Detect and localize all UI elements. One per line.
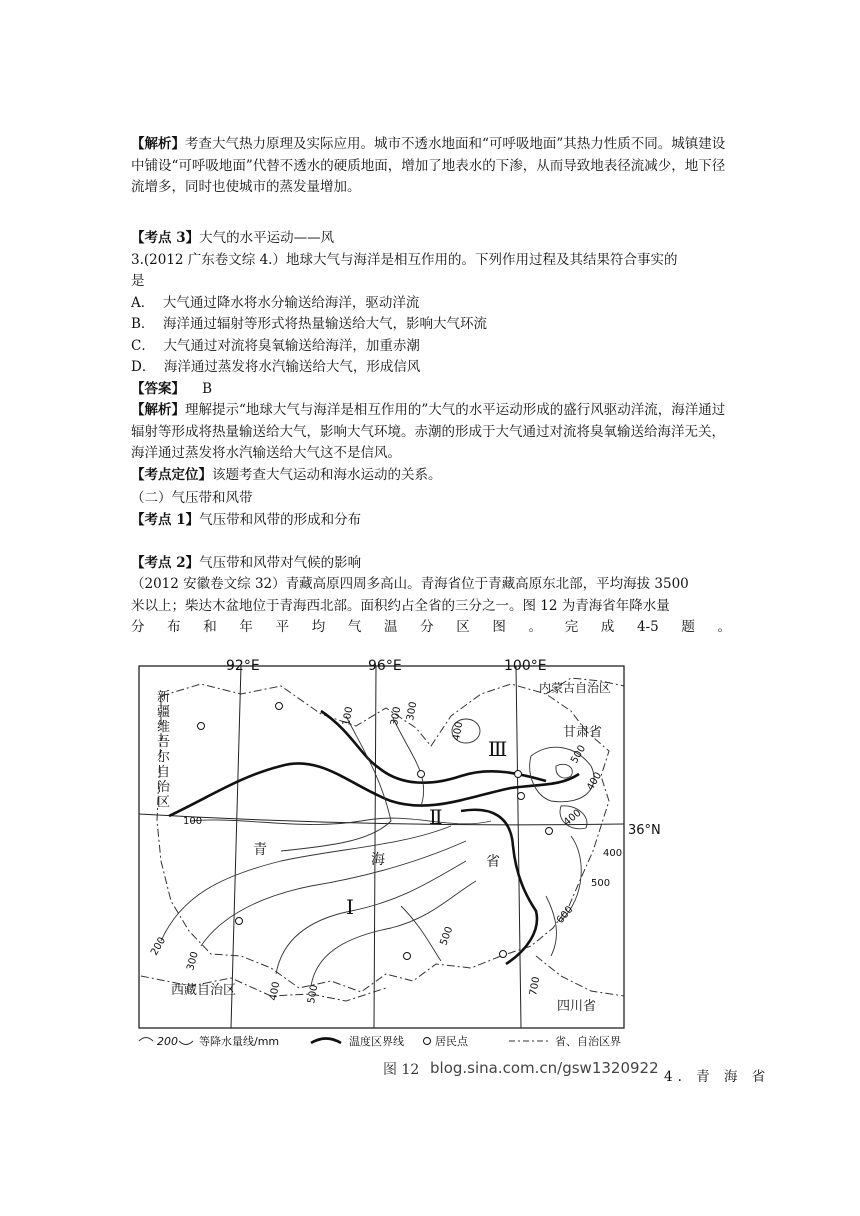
isohyet-label: 300 (185, 950, 201, 972)
meridian-92 (231, 666, 241, 1028)
xizang-label: 西藏自治区 (171, 983, 237, 998)
qinghai-label-3: 省 (486, 854, 500, 870)
legend-isohyet-value: 200 (157, 1035, 178, 1048)
temp-boundary-iii (321, 711, 546, 783)
svg-text:维: 维 (157, 720, 171, 735)
settlement-dot (276, 703, 283, 710)
isohyet-200-north (281, 716, 391, 851)
isohyet-label: 700 (528, 975, 543, 997)
analysis-text: 考查大气热力原理及实际应用。城市不透水地面和“可呼吸地面”其热力性质不同。城镇建设中铺设“可呼吸地面”代替不透水的硬质地面，增加了地表水的下渗，从而导致地表径流减少，地下径流增多，同时也使城市的蒸发量增加。 (131, 136, 726, 195)
settlement-dot (198, 723, 205, 730)
figure-caption: 图 12 (383, 1062, 420, 1078)
isohyet-label: 400 (451, 720, 466, 742)
map-svg (131, 656, 691, 1086)
legend-settlement-swatch (424, 1038, 431, 1045)
analysis-paragraph-1 (131, 134, 731, 199)
map-frame (139, 666, 624, 1028)
svg-text:尔: 尔 (157, 750, 171, 765)
temp-boundary-east (461, 810, 537, 964)
option-a: A． 大气通过降水将水分输送给海洋，驱动洋流 (131, 294, 420, 311)
svg-text:治: 治 (157, 780, 171, 795)
isohyet-label: 500 (306, 983, 321, 1005)
svg-text:区: 区 (157, 795, 171, 810)
lat-label-36: 36°N (628, 823, 661, 838)
isohyet-label: 100 (341, 705, 356, 727)
kaodian-tag: 【考点 3】 (131, 230, 200, 246)
zone-label-iii: Ⅲ (488, 737, 508, 761)
svg-text:新: 新 (157, 690, 171, 705)
isohyet-label: 500 (438, 925, 456, 948)
qinghai-label-1: 青 (253, 842, 267, 858)
gansu-label: 甘肃省 (563, 725, 603, 740)
answer-value: B (202, 380, 213, 397)
legend-temp-text: 温度区界线 (349, 1035, 404, 1048)
intro-line-2: 米以上；柴达木盆地位于青海西北部。面积约占全省的三分之一。图 12 为青海省年降水量 (131, 597, 670, 614)
settlement-dot (515, 771, 522, 778)
settlement-dot (404, 953, 411, 960)
isohyet-400-south (276, 861, 466, 974)
question-line-2: 是 (131, 273, 145, 289)
section-pressure-belts: （二）气压带和风带 【考点 1】气压带和风带的形成和分布 【考点 2】气压带和风带对气候的影响 （2012 安徽卷文综 32）青藏高原四周多高山。青海省位于青藏高原东北部，平均海拔 3500 米以上；柴达木盆地位于青海西北部。面积约占全省的三分之一。图 12 为青海省年降水量 分 布 和 年 平 均 气 温 分 区 图 。 完 成 4-5 题 。 (131, 488, 731, 639)
kaodian-locate-line: 【考点定位】该题考查大气运动和海水运动的关系。 (131, 466, 442, 483)
settlement-dot (518, 793, 525, 800)
legend-settlement-text: 居民点 (435, 1035, 468, 1048)
zone-label-i: Ⅰ (346, 895, 354, 919)
qinghai-label-2: 海 (371, 852, 385, 868)
option-c: C． 大气通过对流将臭氧输送给海洋，加重赤潮 (131, 337, 420, 354)
isohyet-label: 300 (405, 700, 420, 722)
isohyet-label: 500 (569, 743, 589, 766)
isohyet-label: 500 (591, 878, 611, 889)
isohyet-inner-ring (556, 764, 572, 778)
lon-label-92: 92°E (226, 658, 260, 674)
meridian-100 (516, 666, 521, 1028)
settlement-dot (236, 918, 243, 925)
isohyet-label: 200 (149, 935, 169, 958)
next-question-start: 4. 青 海 省 (664, 1069, 771, 1085)
isohyet-label: 400 (268, 980, 283, 1002)
section-heading: （二）气压带和风带 (131, 490, 253, 506)
answer-line: 【答案】 B (131, 380, 213, 397)
qinghai-precipitation-map (131, 656, 691, 1086)
svg-text:疆: 疆 (157, 705, 171, 720)
intro-line-3: 分 布 和 年 平 均 气 温 分 区 图 。 完 成 4-5 题 。 (131, 619, 731, 635)
settlement-dot (546, 828, 553, 835)
option-d: D． 海洋通过蒸发将水汽输送给大气，形成信风 (131, 359, 421, 375)
option-b: B． 海洋通过辐射等形式将热量输送给大气，影响大气环流 (131, 316, 488, 332)
parallel-36 (139, 814, 624, 825)
isohyet-label: 300 (389, 705, 404, 727)
meridian-96 (374, 666, 376, 1028)
watermark-url: blog.sina.com.cn/gsw1320922 (430, 1059, 659, 1077)
svg-text:吾: 吾 (157, 735, 171, 750)
zone-label-ii: Ⅱ (429, 805, 443, 829)
sichuan-boundary (536, 956, 624, 996)
lon-label-100: 100°E (504, 658, 547, 674)
isohyet-300-north (393, 718, 424, 806)
sichuan-label: 四川省 (557, 999, 597, 1014)
qinghai-boundary (157, 684, 609, 992)
lon-label-96: 96°E (368, 658, 402, 674)
analysis-tag: 【解析】 (131, 136, 185, 152)
intro-line-1: （2012 安徽卷文综 32）青藏高原四周多高山。青海省位于青藏高原东北部，平均海拔 3500 (131, 576, 689, 592)
isohyet-label: 100 (183, 816, 203, 827)
legend-temp-swatch (311, 1039, 341, 1044)
settlement-dot (418, 771, 425, 778)
kaodian-text: 大气的水平运动——风 (199, 230, 335, 246)
isohyet-200-south (161, 826, 451, 941)
isohyet-label: 400 (603, 848, 623, 859)
svg-text:自: 自 (157, 765, 171, 780)
legend-boundary-text: 省、自治区界 (555, 1035, 621, 1048)
legend-isohyet-swatch (139, 1038, 153, 1042)
analysis-paragraph-2: 【解析】理解提示“地球大气与海洋是相互作用的”大气的水平运动形成的盛行风驱动洋流，海洋通过辐射等形成将热量输送给大气，影响大气环境。赤潮的形成于大气通过对流将臭氧输送给海洋无关，海洋通过蒸发将水汽输送给大气这不是信风。 (131, 402, 726, 461)
isohyet-300-south (201, 841, 466, 946)
xinjiang-label (157, 690, 171, 810)
isohyet-label: 600 (554, 904, 576, 926)
neimenggu-label: 内蒙古自治区 (539, 681, 612, 695)
map-legend (139, 1034, 621, 1048)
settlement-dot (500, 951, 507, 958)
legend-isohyet-text: 等降水量线/mm (199, 1035, 280, 1048)
question-line-1: 3.(2012 广东卷文综 4.）地球大气与海洋是相互作用的。下列作用过程及其结果符合事实的 (131, 251, 678, 268)
isohyet-label: 400 (561, 807, 584, 829)
kaodian-3-block (131, 228, 731, 486)
isohyet-label: 400 (585, 770, 605, 793)
